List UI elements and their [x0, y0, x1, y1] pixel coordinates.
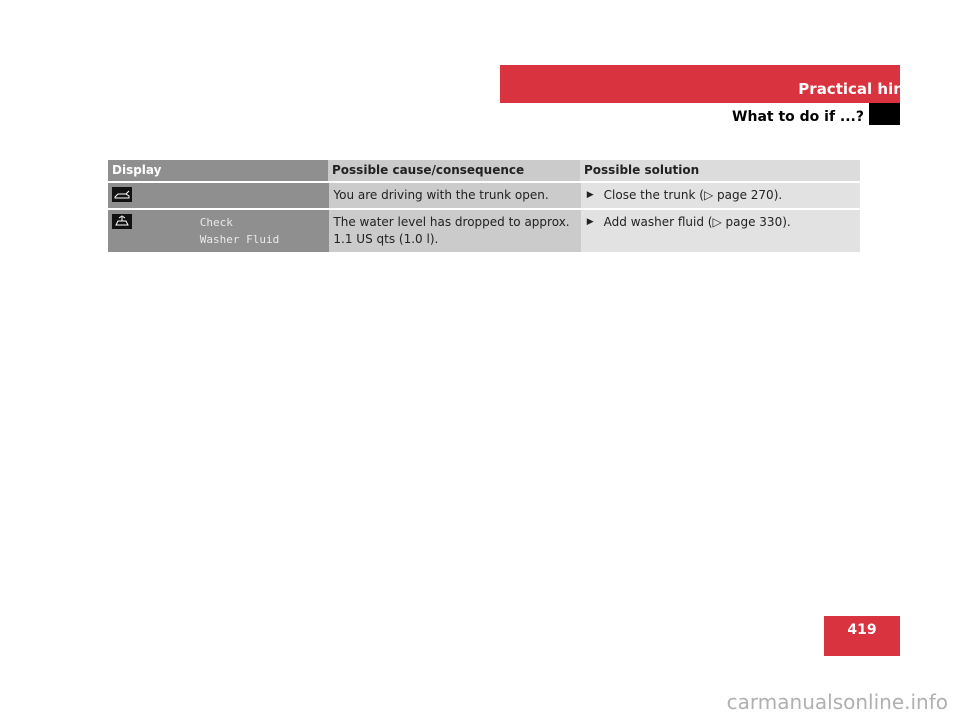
solution-cell — [581, 183, 860, 208]
cause-line: 1.1 US qts (1.0 l). — [333, 232, 439, 246]
page-number: 419 — [824, 616, 900, 656]
display-icon-cell — [108, 183, 196, 208]
display-text-cell — [196, 210, 330, 252]
solution-text: Close the trunk (▷ page 270). — [603, 188, 783, 202]
bullet-arrow-icon: ▶ — [586, 190, 594, 200]
section-subtitle: What to do if ...? — [732, 109, 864, 125]
table-header-row — [108, 160, 860, 183]
display-message-line: Washer Fluid — [199, 233, 280, 246]
solution-text: Add washer fluid (▷ page 330). — [603, 215, 791, 229]
display-text-cell — [196, 183, 330, 208]
section-title: Practical hints — [798, 80, 920, 98]
trunk-open-icon — [112, 187, 132, 202]
header-marker — [869, 103, 900, 125]
header-display: Display — [108, 160, 328, 181]
table-row — [108, 183, 860, 210]
troubleshooting-table — [108, 160, 860, 254]
display-icon-cell — [108, 210, 196, 252]
cause-line: The water level has dropped to approx. — [333, 215, 570, 229]
cause-cell — [329, 210, 580, 252]
washer-fluid-icon — [112, 214, 132, 229]
table-row — [108, 210, 860, 254]
bullet-arrow-icon: ▶ — [586, 217, 594, 227]
display-message-line: Check — [199, 216, 233, 229]
header-solution: Possible solution — [580, 160, 860, 181]
header-cause: Possible cause/consequence — [328, 160, 580, 181]
solution-cell — [581, 210, 860, 252]
cause-cell: You are driving with the trunk open. — [329, 183, 580, 208]
watermark: carmanualsonline.info — [726, 690, 948, 714]
